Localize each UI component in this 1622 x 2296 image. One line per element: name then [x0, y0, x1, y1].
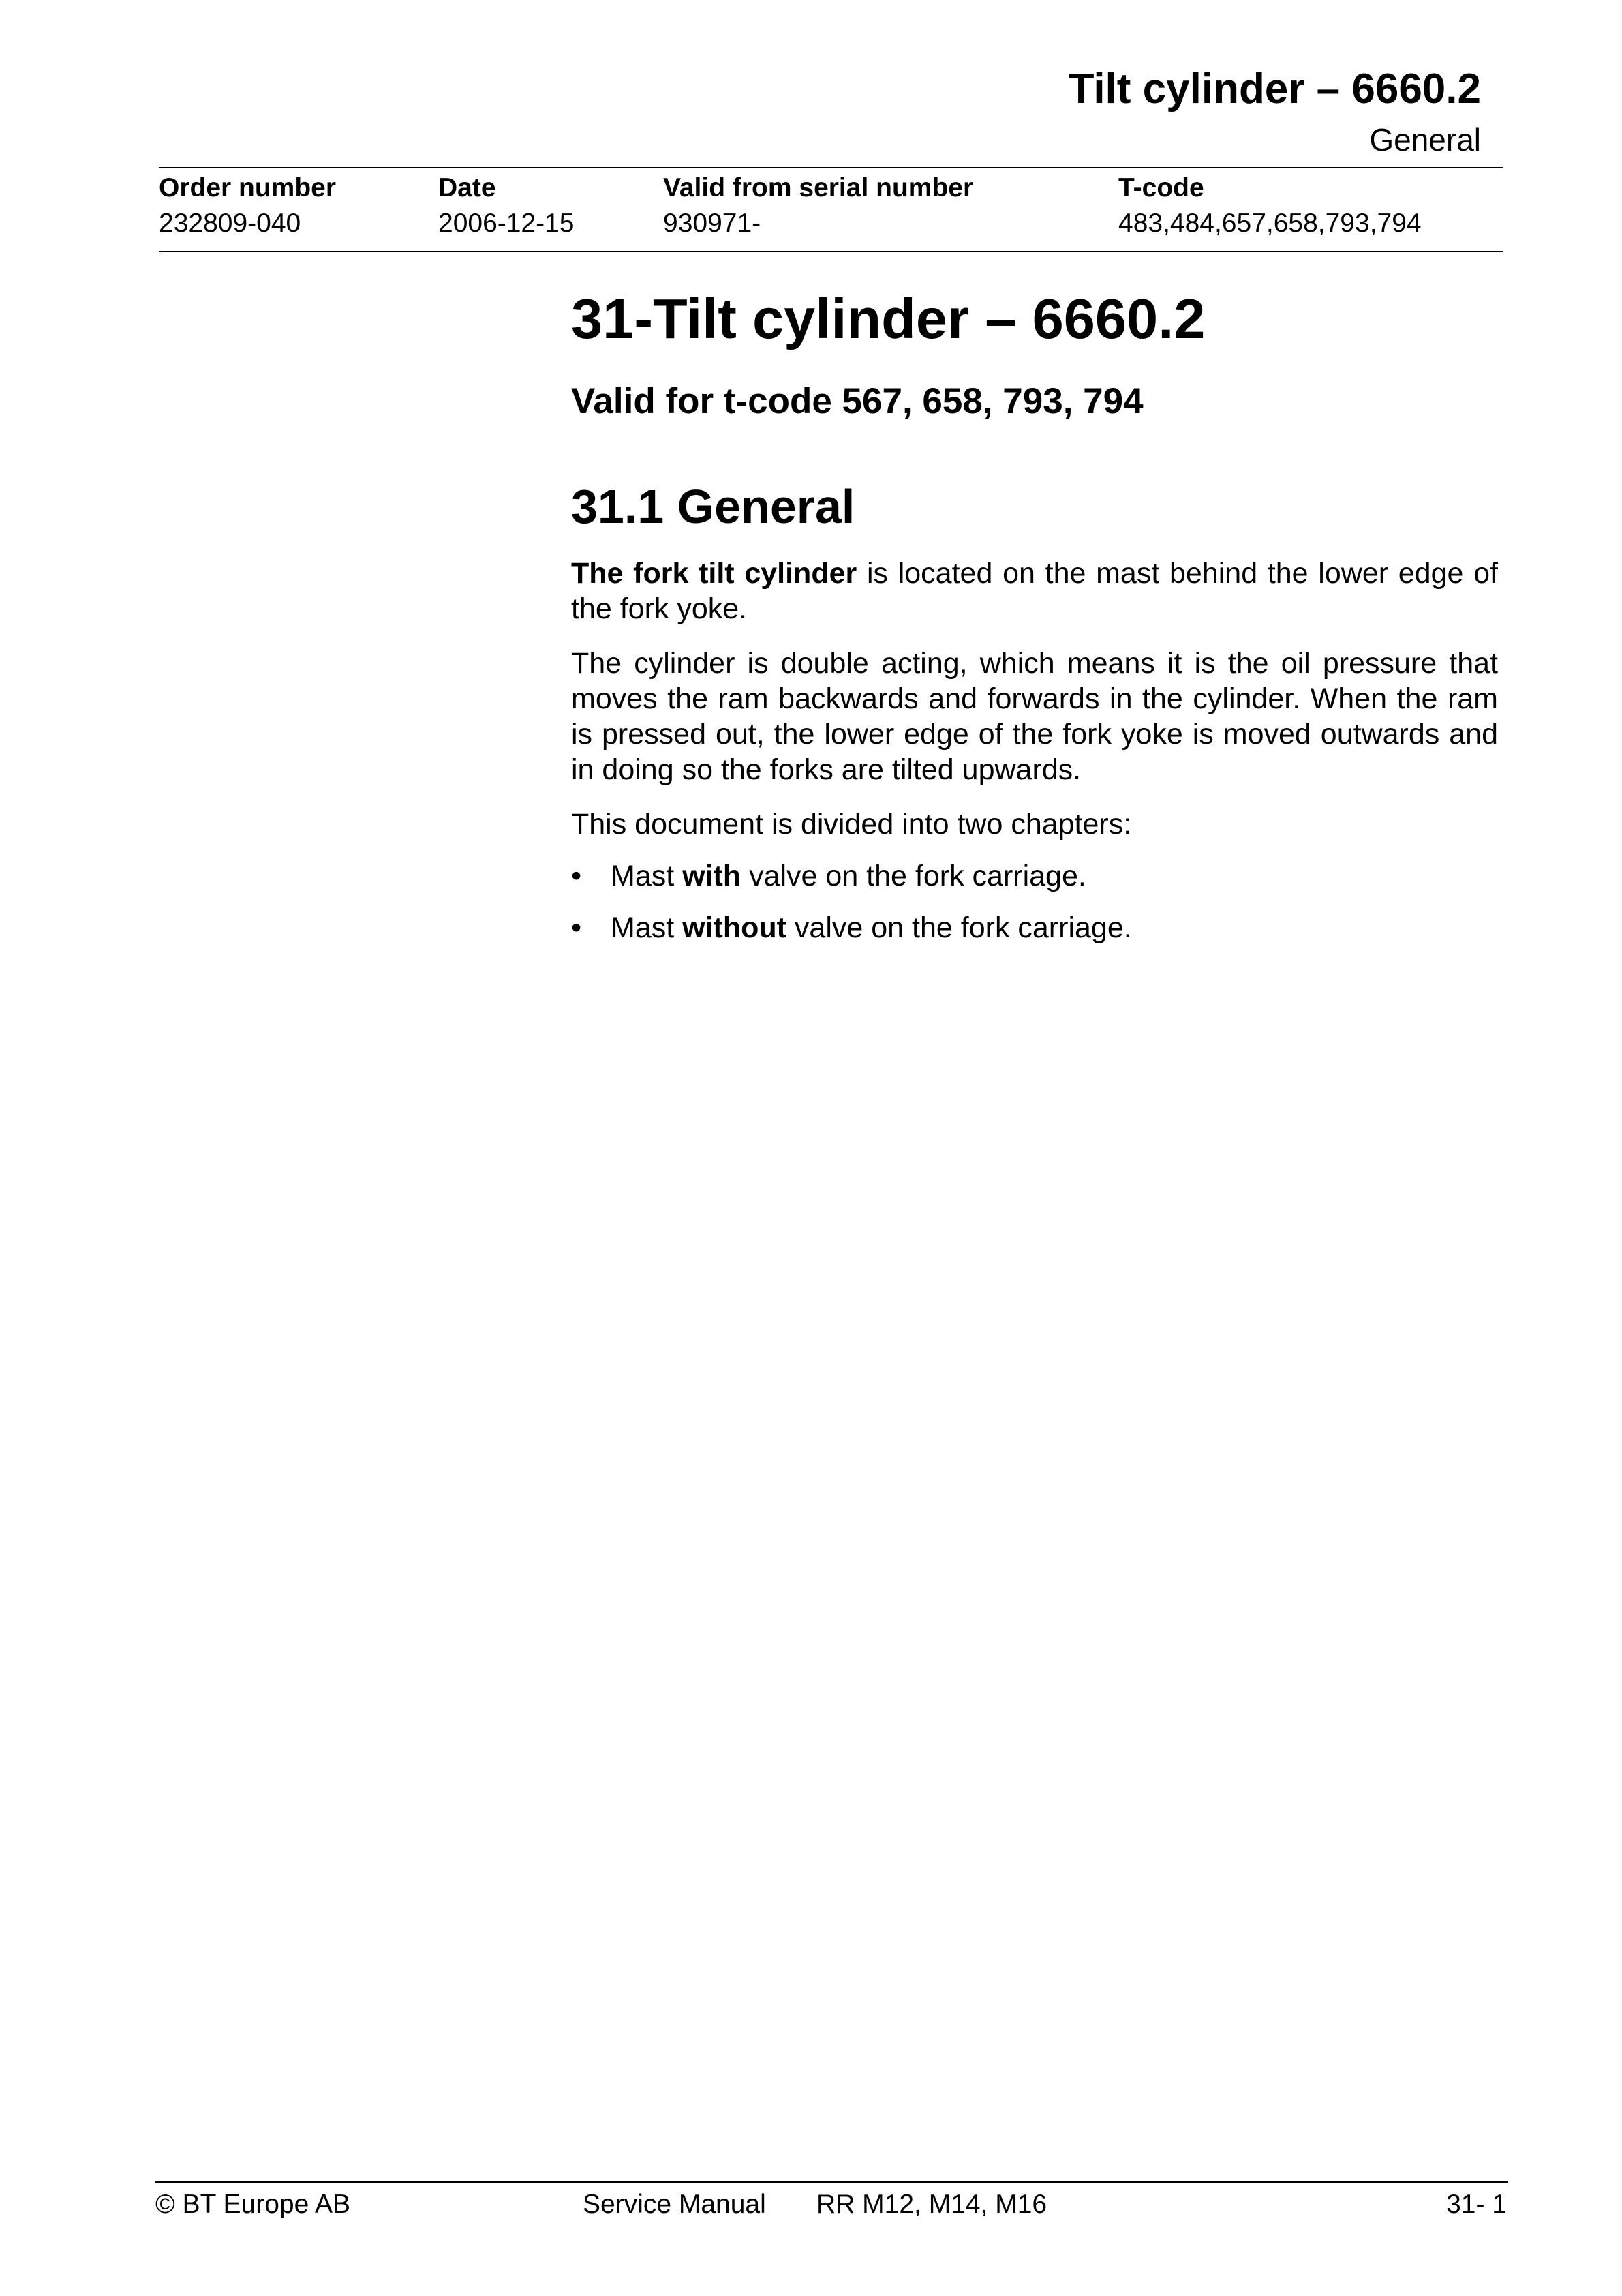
order-number-value: 232809-040	[159, 209, 301, 238]
footer-copyright: © BT Europe AB	[155, 2190, 351, 2219]
order-number-column	[159, 170, 336, 241]
t-code-column	[1118, 170, 1422, 241]
footer-manual-name: Service Manual	[583, 2190, 766, 2219]
date-column	[438, 170, 575, 241]
order-number-label: Order number	[159, 173, 337, 202]
list-item-text-before: Mast	[611, 860, 683, 893]
paragraph-chapters-intro: This document is divided into two chapters:	[571, 808, 1132, 841]
t-code-label: T-code	[1118, 173, 1204, 202]
footer-models: RR M12, M14, M16	[816, 2190, 1047, 2219]
section-title: 31.1 General	[571, 480, 855, 534]
bullet-icon: •	[571, 860, 582, 893]
header-subtitle: General	[1369, 122, 1481, 157]
main-content	[571, 286, 1498, 946]
chapter-list	[571, 858, 1498, 946]
header-bottom-rule	[159, 251, 1503, 252]
serial-number-value: 930971-	[663, 209, 761, 238]
paragraph-location-text: is located on the mast behind the lower edge of the fork yoke.	[571, 557, 1498, 626]
paragraph-description: The cylinder is double acting, which means it is the oil pressure that moves the ram backwards and forwards in the cylinder. When the ram is pressed out, the lower edge of the fork yoke is moved outwards and in doing so the forks are tilted upwards.	[571, 647, 1498, 787]
list-item-text-after: valve on the fork carriage.	[786, 911, 1132, 945]
chapter-title: 31-Tilt cylinder – 6660.2	[571, 287, 1206, 350]
list-item-text-after: valve on the fork carriage.	[741, 860, 1086, 893]
footer-rule	[155, 2181, 1508, 2183]
header-top-rule	[159, 167, 1503, 168]
list-item-bold: with	[682, 860, 741, 893]
list-item-text-before: Mast	[611, 911, 683, 945]
date-value: 2006-12-15	[438, 209, 575, 238]
bullet-icon: •	[571, 911, 582, 945]
header-title: Tilt cylinder – 6660.2	[1068, 65, 1481, 112]
paragraph-location	[571, 556, 1498, 626]
list-item	[571, 858, 1498, 894]
chapter-subtitle: Valid for t-code 567, 658, 793, 794	[571, 381, 1144, 422]
paragraph-location-bold: The fork tilt cylinder	[571, 557, 857, 590]
serial-number-label: Valid from serial number	[663, 173, 974, 202]
date-label: Date	[438, 173, 496, 202]
list-item	[571, 910, 1498, 946]
t-code-value: 483,484,657,658,793,794	[1118, 209, 1422, 238]
footer-page-number: 31- 1	[1446, 2190, 1507, 2219]
list-item-bold: without	[682, 911, 786, 945]
serial-number-column	[663, 170, 973, 241]
